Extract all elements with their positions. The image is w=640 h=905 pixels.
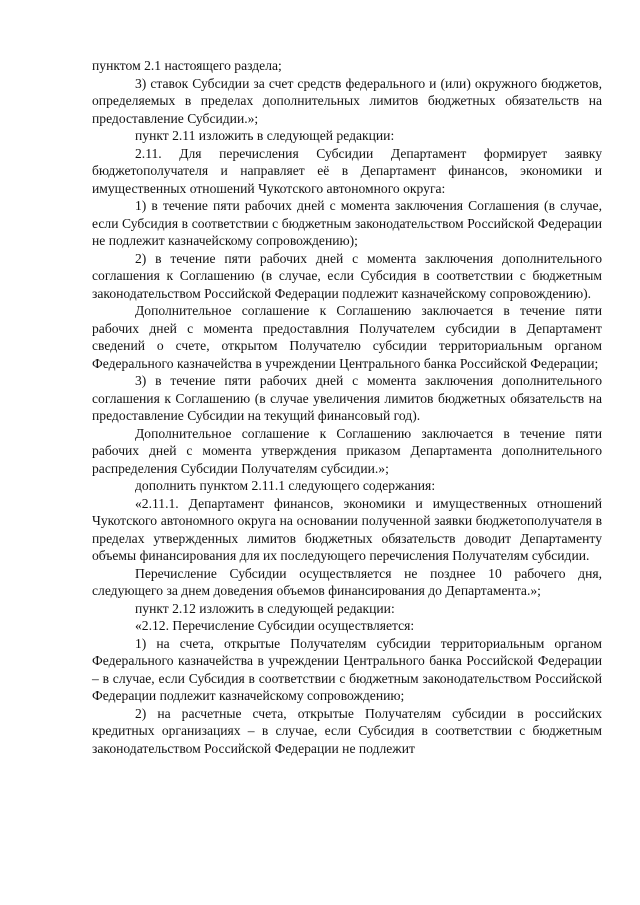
paragraph: 1) в течение пяти рабочих дней с момента заключения Соглашения (в случае, если Субсидия в соответствии с бюджетным законодательством Российской Федерации не подлежит казначейскому сопровождению); [92,198,602,248]
paragraph: 2) на расчетные счета, открытые Получателям субсидии в российских кредитных организациях – в случае, если Субсидия в соответствии с бюджетным законодательством Российской Федерации не подлежит [92,705,602,756]
paragraph: пункт 2.12 изложить в следующей редакции: [135,600,395,616]
paragraph: дополнить пунктом 2.11.1 следующего содержания: [135,478,436,493]
paragraph: Перечисление Субсидии осуществляется не позднее 10 рабочего дня, следующего за днем доведения объемов финансирования до Департамента.»; [92,565,602,598]
paragraph: пункт 2.11 изложить в следующей редакции: [135,128,395,143]
paragraph: 3) ставок Субсидии за счет средств федерального и (или) окружного бюджетов, определяемых в пределах дополнительных лимитов бюджетных обязательств на предоставление Субсидии.»; [92,75,602,126]
paragraph: «2.11.1. Департамент финансов, экономики и имущественных отношений Чукотского автономного округа на основании полученной заявки бюджетополучателя в пределах утвержденных лимитов бюджетных обязательств доводит Департаменту объемы финансирования для их последующего перечисления Получателям субсидии. [92,495,602,563]
paragraph: Дополнительное соглашение к Соглашению заключается в течение пяти рабочих дней с момента предоставлния Получателем субсидии в Департамент сведений о счете, открытом Получателю субсидии территориальным органом Федерального казначейства в учреждении Центрального банка Российской Федерации; [92,303,602,371]
paragraph: 3) в течение пяти рабочих дней с момента заключения дополнительного соглашения к Соглашению (в случае увеличения лимитов бюджетных обязательств на предоставление Субсидии на текущий финансовый год). [92,373,602,423]
document-page [92,57,602,757]
paragraph: 2.11. Для перечисления Субсидии Департамент формирует заявку бюджетополучателя и направляет её в Департамент финансов, экономики и имущественных отношений Чукотского автономного округа: [92,145,602,196]
paragraph: 1) на счета, открытые Получателям субсидии территориальным органом Федерального казначейства в учреждении Центрального банка Российской Федерации – в случае, если Субсидия в соответствии с бюджетным законодательством Российской Федерации подлежит казначейскому сопровождению; [92,635,602,703]
paragraph: пунктом 2.1 настоящего раздела; [92,58,282,73]
paragraph: Дополнительное соглашение к Соглашению заключается в течение пяти рабочих дней с момента утверждения приказом Департамента дополнительного распределения Субсидии Получателям субсидии.»; [92,425,602,476]
paragraph: «2.12. Перечисление Субсидии осуществляется: [135,618,415,633]
paragraph: 2) в течение пяти рабочих дней с момента заключения дополнительного соглашения к Соглашению (в случае, если Субсидия в соответствии с бюджетным законодательством Российской Федерации подлежит казначейскому сопровождению). [92,250,602,301]
